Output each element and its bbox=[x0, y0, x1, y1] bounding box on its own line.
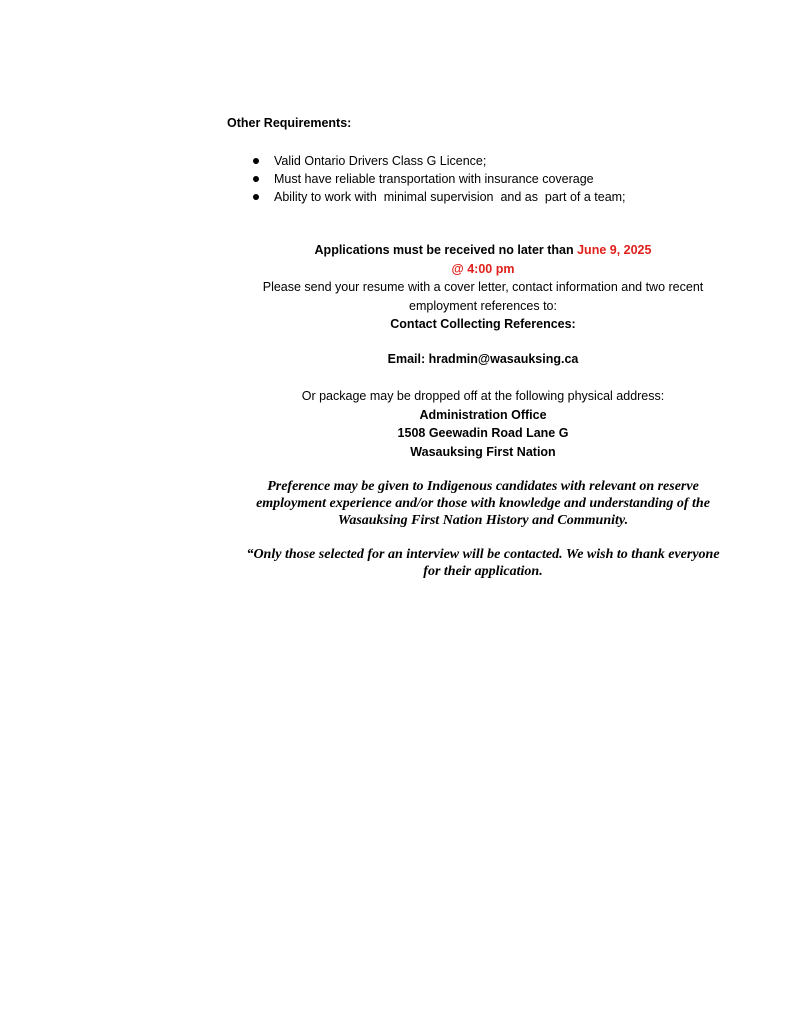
email-line: Email: hradmin@wasauksing.ca bbox=[387, 352, 579, 366]
requirements-list bbox=[250, 152, 626, 206]
list-item bbox=[250, 170, 626, 188]
requirement-text: Valid Ontario Drivers Class G Licence; bbox=[274, 154, 487, 168]
deadline-date: June 9, 2025 bbox=[577, 243, 652, 257]
bullet-icon bbox=[253, 176, 259, 182]
requirement-text: Ability to work with minimal supervision and as part of a team; bbox=[274, 190, 626, 204]
address-line-3: Wasauksing First Nation bbox=[410, 444, 556, 459]
address-line-2: 1508 Geewadin Road Lane G bbox=[397, 426, 569, 440]
bullet-icon bbox=[253, 194, 259, 200]
preference-line-2: employment experience and/or those with knowledge and understanding of the bbox=[256, 496, 710, 511]
interview-line-2: for their application. bbox=[423, 564, 543, 579]
bullet-icon bbox=[253, 158, 259, 164]
interview-line-1: “Only those selected for an interview will be contacted. We wish to thank everyone bbox=[246, 547, 720, 562]
dropoff-address bbox=[180, 387, 786, 461]
list-item bbox=[250, 152, 626, 170]
send-instructions-line-2: employment references to: bbox=[409, 298, 557, 313]
send-instructions-line-1: Please send your resume with a cover letter, contact information and two recent bbox=[262, 280, 704, 294]
deadline-time: @ 4:00 pm bbox=[451, 261, 515, 276]
interview-notice bbox=[180, 546, 786, 580]
other-requirements-heading: Other Requirements: bbox=[227, 116, 352, 130]
requirement-text: Must have reliable transportation with insurance coverage bbox=[274, 172, 594, 186]
application-deadline bbox=[180, 241, 786, 334]
address-line-1: Administration Office bbox=[419, 407, 547, 422]
preference-line-1: Preference may be given to Indigenous candidates with relevant on reserve bbox=[267, 479, 699, 494]
dropoff-line: Or package may be dropped off at the following physical address: bbox=[301, 389, 665, 403]
list-item bbox=[250, 188, 626, 206]
preference-notice bbox=[180, 478, 786, 529]
preference-line-3: Wasauksing First Nation History and Community. bbox=[337, 513, 629, 528]
contact-heading: Contact Collecting References: bbox=[390, 317, 576, 331]
deadline-prefix: Applications must be received no later than bbox=[314, 243, 574, 257]
